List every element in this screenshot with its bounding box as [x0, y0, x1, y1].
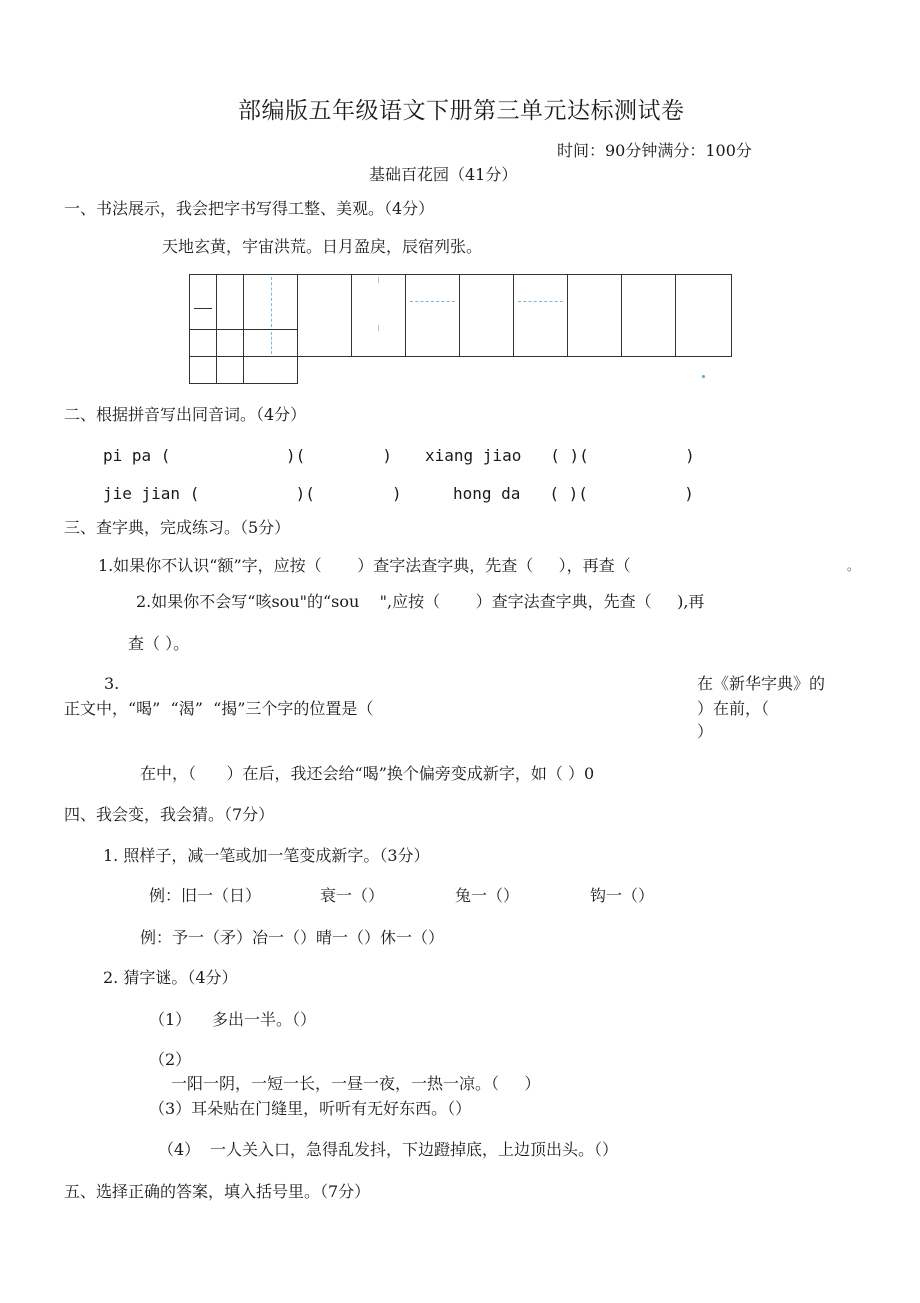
part-heading: 基础百花园（41分） [369, 165, 518, 184]
q1-heading: 一、书法展示，我会把字书写得工整、美观。（4分） [64, 199, 435, 218]
page-title: 部编版五年级语文下册第三单元达标测试卷 [238, 98, 685, 124]
grid-cell[interactable] [568, 275, 622, 357]
grid-cell[interactable] [622, 275, 676, 357]
q4-sub1: 1. 照样子，减一笔或加一笔变成新字。（3分） [103, 846, 430, 865]
grid-cell[interactable] [244, 356, 298, 383]
q2-heading: 二、根据拼音写出同音词。（4分） [64, 405, 307, 424]
q5-heading: 五、选择正确的答案，填入括号里。（7分） [64, 1182, 371, 1201]
q3-item2-cont[interactable]: 查（ ）。 [128, 634, 190, 653]
q3-item3-right1: 在《新华字典》的 [697, 674, 826, 693]
grid-cell[interactable] [298, 275, 352, 357]
riddle4-num: （4） [158, 1140, 201, 1159]
q3-item1[interactable]: 1.如果你不认识“额”字，应按（ ）查字法查字典，先查（ ），再查（ [98, 556, 672, 575]
q4-example2[interactable]: 例：予一（矛）冶一（）晴一（）休一（） [140, 928, 445, 947]
q4-heading: 四、我会变，我会猜。（7分） [64, 805, 275, 824]
riddle2-num: （2） [149, 1050, 192, 1069]
grid-cell[interactable] [352, 275, 406, 357]
q3-item3-right2[interactable]: ）在前，（ [697, 699, 770, 718]
riddle2-text[interactable]: 一阳一阴，一短一长，一昼一夜，一热一凉。（ ） [171, 1074, 541, 1093]
q2-row1-left[interactable]: pi pa ( )( ) [103, 446, 392, 465]
q4-sub2: 2. 猜字谜。（4分） [103, 968, 238, 987]
exam-meta: 时间：90分钟满分：100分 [557, 141, 752, 160]
q3-item3-cont[interactable]: 在中，（ ）在后，我还会给“喝”换个偏旁变成新字，如（ ）0 [140, 764, 595, 783]
q3-heading: 三、查字典，完成练习。（5分） [64, 518, 291, 537]
riddle1-num: （1） [149, 1010, 192, 1029]
q3-item3-main[interactable]: 正文中，“喝” “渴” “揭”三个字的位置是（ [64, 699, 374, 718]
q3-item2[interactable]: 2.如果你不会写“咳sou"的“sou ",应按（ ）查字法查字典，先查（ ),再 [136, 592, 705, 611]
grid-cell[interactable] [190, 329, 217, 356]
q4-example1-b[interactable]: 衰一（） [320, 886, 385, 905]
q1-text: 天地玄黄，宇宙洪荒。日月盈戾，辰宿列张。 [162, 237, 483, 256]
q3-item3-right3: ） [697, 722, 714, 741]
grid-cell[interactable] [217, 356, 244, 383]
q2-row2-left[interactable]: jie jian ( )( ) [103, 484, 402, 503]
q4-example1-d[interactable]: 钩一（） [590, 886, 655, 905]
q3-item3-num: 3. [104, 674, 120, 693]
grid-cell[interactable] [460, 275, 514, 357]
q2-row1-right[interactable]: xiang jiao ( )( ) [425, 446, 695, 465]
grid-cell[interactable] [190, 356, 217, 383]
riddle1-text[interactable]: 多出一半。（） [212, 1010, 317, 1029]
grid-cell[interactable] [190, 275, 217, 330]
grid-cell[interactable] [514, 275, 568, 357]
q4-example1-c[interactable]: 兔一（） [455, 886, 520, 905]
riddle4-text[interactable]: 一人关入口，急得乱发抖，下边蹬掉底，上边顶出头。（） [210, 1140, 619, 1159]
riddle3-text[interactable]: （3）耳朵贴在门缝里，听听有无好东西。（） [149, 1099, 472, 1118]
grid-cell[interactable] [244, 329, 298, 356]
grid-cell[interactable] [244, 275, 298, 330]
q3-item1-end: 。 [847, 559, 860, 573]
q2-row2-right[interactable]: hong da ( )( ) [453, 484, 694, 503]
grid-cell[interactable] [406, 275, 460, 357]
grid-cell[interactable] [217, 329, 244, 356]
q4-example1: 例：旧一（日） [149, 886, 262, 905]
grid-cell[interactable] [676, 275, 732, 357]
grid-cell[interactable] [217, 275, 244, 330]
calligraphy-grid[interactable] [189, 274, 732, 384]
